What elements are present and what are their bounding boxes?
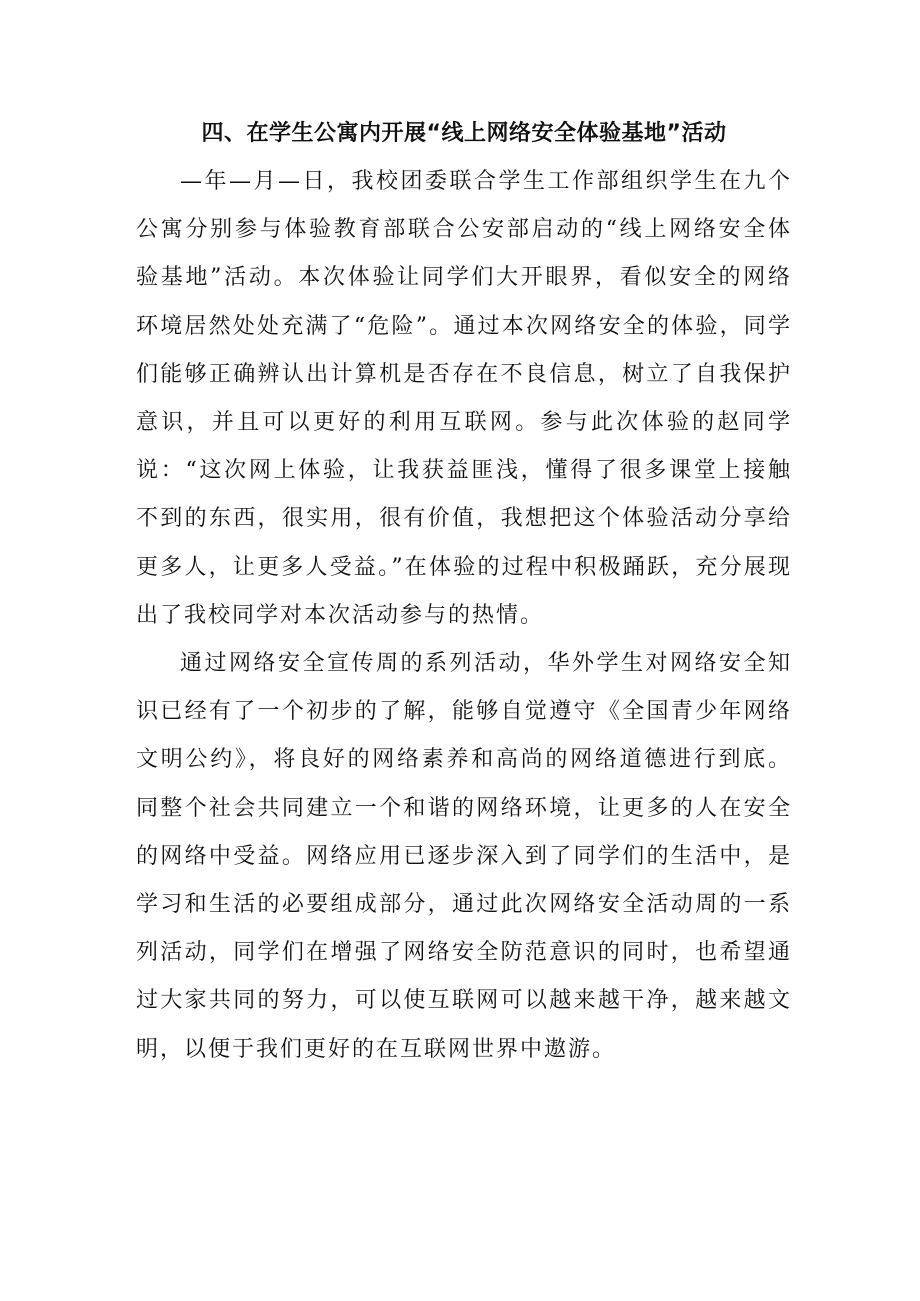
paragraph-summary: 通过网络安全宣传周的系列活动，华外学生对网络安全知识已经有了一个初步的了解，能够自觉遵守《全国青少年网络文明公约》，将良好的网络素养和高尚的网络道德进行到底。同整个社会共同建立一个和谐的网络环境，让更多的人在安全的网络中受益。网络应用已逐步深入到了同学们的生活中，是学习和生活的必要组成部分，通过此次网络安全活动周的一系列活动，同学们在增强了网络安全防范意识的同时，也希望通过大家共同的努力，可以使互联网可以越来越干净，越来越文明，以便于我们更好的在互联网世界中遨游。 bbox=[136, 651, 792, 1062]
section-heading: 四、在学生公寓内开展“线上网络安全体验基地”活动 bbox=[201, 121, 727, 146]
document-body bbox=[136, 110, 792, 1074]
paragraph-activity-report: —年—月—日，我校团委联合学生工作部组织学生在九个公寓分别参与体验教育部联合公安部启动的“线上网络安全体验基地”活动。本次体验让同学们大开眼界，看似安全的网络环境居然处处充满了“危险”。通过本次网络安全的体验，同学们能够正确辨认出计算机是否存在不良信息，树立了自我保护意识，并且可以更好的利用互联网。参与此次体验的赵同学说：“这次网上体验，让我获益匪浅，懂得了很多课堂上接触不到的东西，很实用，很有价值，我想把这个体验活动分享给更多人，让更多人受益。”在体验的过程中积极踊跃，充分展现出了我校同学对本次活动参与的热情。 bbox=[136, 169, 792, 628]
